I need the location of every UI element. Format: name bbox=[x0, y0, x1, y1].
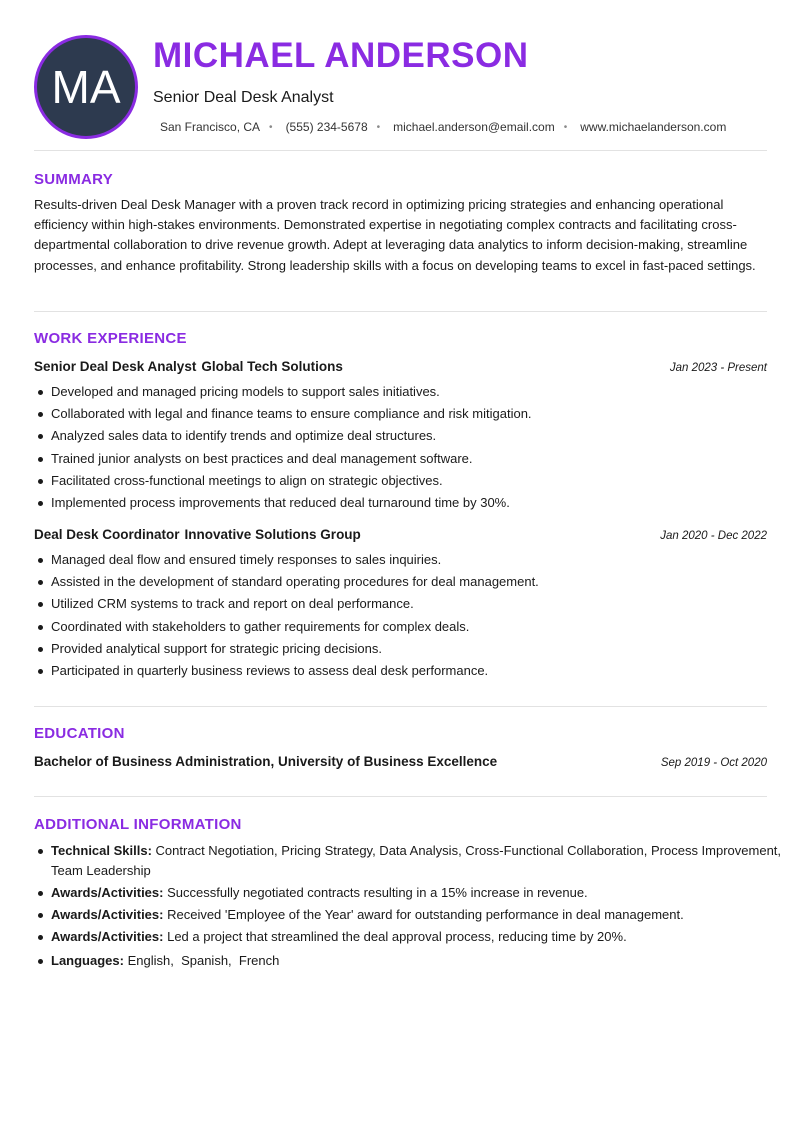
job-company: Innovative Solutions Group bbox=[184, 527, 361, 542]
list-item: Utilized CRM systems to track and report on deal performance. bbox=[51, 593, 784, 615]
job-header bbox=[34, 359, 767, 374]
avatar bbox=[34, 35, 138, 139]
contact-line bbox=[160, 120, 726, 134]
section-divider bbox=[34, 150, 767, 151]
list-item: Implemented process improvements that reduced deal turnaround time by 30%. bbox=[51, 492, 784, 514]
job-bullets bbox=[34, 549, 784, 682]
item-text: Contract Negotiation, Pricing Strategy, Data Analysis, Cross-Functional Collaboration, Process Improvement, Team Leadership bbox=[51, 843, 782, 878]
job-title: Senior Deal Desk Analyst bbox=[34, 359, 197, 374]
section-divider bbox=[34, 311, 767, 312]
item-text: English, Spanish, French bbox=[127, 953, 280, 968]
item-label: Awards/Activities: bbox=[51, 907, 164, 922]
job-title-line bbox=[34, 359, 343, 374]
contact-separator: • bbox=[376, 121, 381, 133]
list-item bbox=[51, 951, 784, 971]
item-label: Awards/Activities: bbox=[51, 929, 164, 944]
section-divider bbox=[34, 796, 767, 797]
candidate-name: MICHAEL ANDERSON bbox=[153, 36, 529, 75]
education-row bbox=[34, 754, 767, 769]
list-item: Coordinated with stakeholders to gather requirements for complex deals. bbox=[51, 616, 784, 638]
contact-email: michael.anderson@email.com bbox=[393, 120, 555, 134]
item-text: Received 'Employee of the Year' award for outstanding performance in deal management. bbox=[167, 907, 684, 922]
education-date: Sep 2019 - Oct 2020 bbox=[660, 757, 767, 769]
list-item: Trained junior analysts on best practices and deal management software. bbox=[51, 448, 784, 470]
item-text: Led a project that streamlined the deal approval process, reducing time by 20%. bbox=[167, 929, 627, 944]
list-item: Assisted in the development of standard operating procedures for deal management. bbox=[51, 571, 784, 593]
item-text: Successfully negotiated contracts resulting in a 15% increase in revenue. bbox=[167, 885, 588, 900]
summary-heading: SUMMARY bbox=[34, 171, 114, 188]
job-title: Deal Desk Coordinator bbox=[34, 527, 180, 542]
education-degree: Bachelor of Business Administration, University of Business Excellence bbox=[34, 754, 498, 769]
experience-heading: WORK EXPERIENCE bbox=[34, 330, 187, 347]
list-item: Facilitated cross-functional meetings to align on strategic objectives. bbox=[51, 470, 784, 492]
contact-separator: • bbox=[269, 121, 273, 133]
job-date: Jan 2020 - Dec 2022 bbox=[660, 530, 767, 542]
contact-phone: (555) 234-5678 bbox=[285, 120, 368, 134]
section-divider bbox=[34, 706, 767, 707]
job-bullets bbox=[34, 381, 784, 514]
list-item: Developed and managed pricing models to support sales initiatives. bbox=[51, 381, 784, 403]
item-label: Technical Skills: bbox=[51, 843, 152, 858]
list-item: Analyzed sales data to identify trends and optimize deal structures. bbox=[51, 425, 784, 447]
list-item: Collaborated with legal and finance teams to ensure compliance and risk mitigation. bbox=[51, 403, 784, 425]
list-item bbox=[51, 841, 784, 881]
list-item: Managed deal flow and ensured timely responses to sales inquiries. bbox=[51, 549, 784, 571]
candidate-title: Senior Deal Desk Analyst bbox=[153, 89, 334, 106]
job-title-line bbox=[34, 527, 361, 542]
job-company: Global Tech Solutions bbox=[201, 359, 343, 374]
list-item bbox=[51, 927, 784, 947]
contact-website: www.michaelanderson.com bbox=[580, 120, 727, 134]
avatar-initials: MA bbox=[51, 61, 121, 113]
list-item bbox=[51, 905, 784, 925]
additional-heading: ADDITIONAL INFORMATION bbox=[34, 816, 242, 833]
contact-location: San Francisco, CA bbox=[160, 120, 261, 134]
summary-text: Results-driven Deal Desk Manager with a proven track record in optimizing pricing strategies and enhancing operational efficiency within high-stakes environments. Demonstrated expertise in negotiating complex contracts and facilitating cross-departmental collaboration to drive revenue growth. Adept at leveraging data analytics to inform decision-making, streamline processes, and enhance profitability. Strong leadership skills with a focus on developing teams to excel in fast-paced settings. bbox=[34, 197, 756, 273]
education-heading: EDUCATION bbox=[34, 725, 125, 742]
item-label: Awards/Activities: bbox=[51, 885, 164, 900]
item-label: Languages: bbox=[51, 953, 124, 968]
job-date: Jan 2023 - Present bbox=[669, 362, 767, 374]
job-header bbox=[34, 527, 767, 542]
list-item: Participated in quarterly business reviews to assess deal desk performance. bbox=[51, 660, 784, 682]
additional-list bbox=[34, 841, 784, 973]
contact-separator: • bbox=[563, 121, 568, 133]
list-item: Provided analytical support for strategic pricing decisions. bbox=[51, 638, 784, 660]
list-item bbox=[51, 883, 784, 903]
